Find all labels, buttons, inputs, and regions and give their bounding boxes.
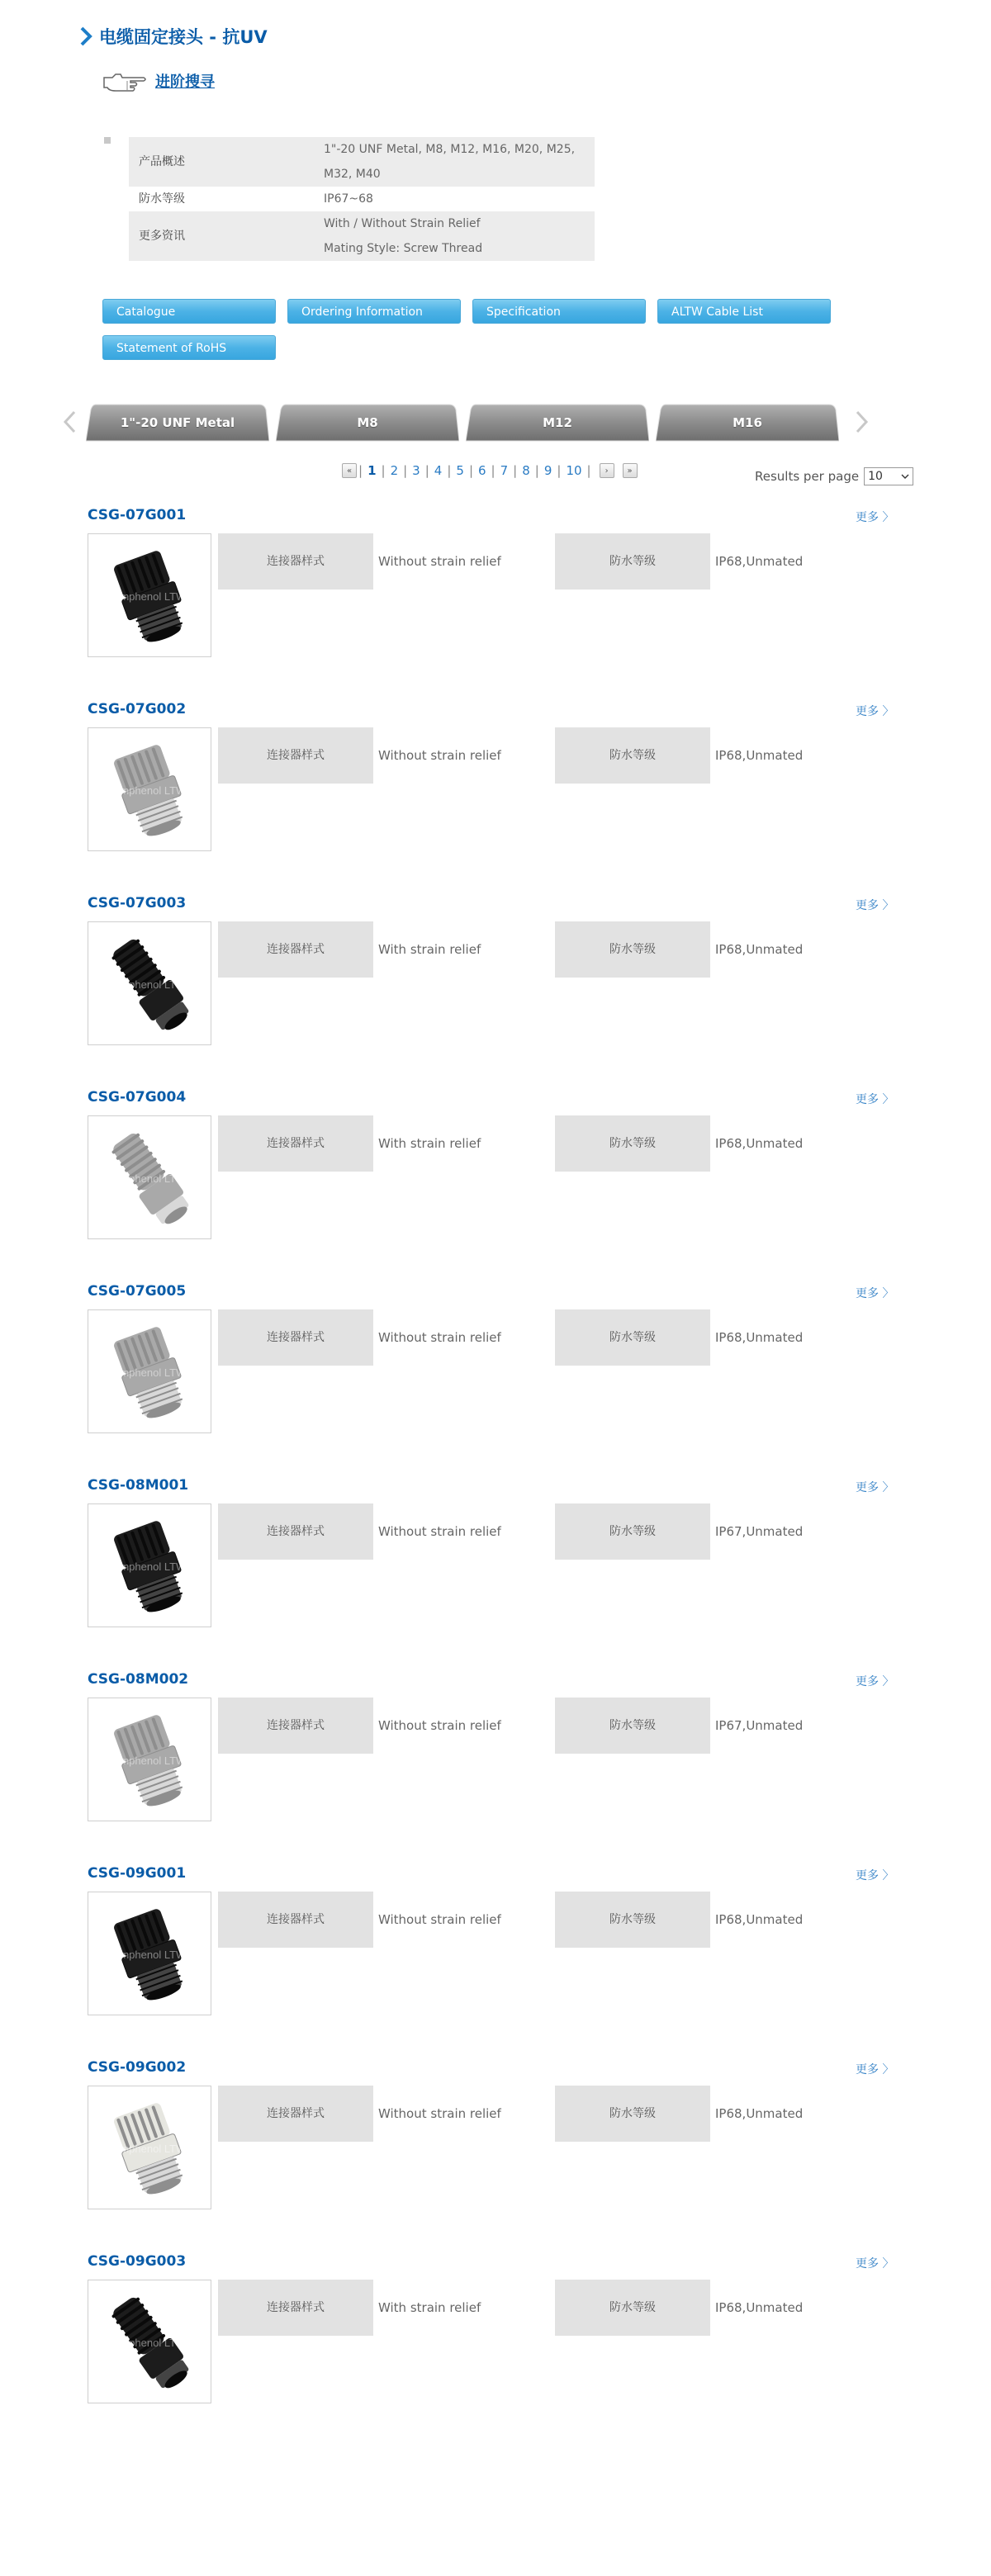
more-link[interactable]: 更多 〉 bbox=[856, 1093, 894, 1106]
product-code-link[interactable]: CSG-07G002 bbox=[88, 701, 187, 717]
product-image[interactable] bbox=[88, 1115, 211, 1239]
ip-rating-label: 防水等级 bbox=[555, 2280, 710, 2336]
overview-row-description bbox=[129, 137, 595, 187]
statement-of-rohs-button[interactable]: Statement of RoHS bbox=[102, 335, 276, 360]
connector-style-value: Without strain relief bbox=[378, 2106, 501, 2121]
product-card bbox=[88, 1283, 897, 1448]
more-link[interactable]: 更多 〉 bbox=[856, 1869, 894, 1882]
advanced-search[interactable] bbox=[102, 68, 215, 94]
connector-style-label: 连接器样式 bbox=[218, 1309, 373, 1366]
overview-key: 产品概述 bbox=[129, 137, 314, 187]
product-photo bbox=[88, 922, 211, 1044]
first-page-icon[interactable]: « bbox=[342, 463, 357, 478]
connector-style-value: Without strain relief bbox=[378, 554, 501, 569]
svg-text:Amphenol LTW: Amphenol LTW bbox=[112, 1172, 187, 1185]
svg-text:Amphenol LTW: Amphenol LTW bbox=[112, 590, 187, 603]
product-card bbox=[88, 701, 897, 866]
product-photo bbox=[88, 1698, 211, 1821]
product-card bbox=[88, 2253, 897, 2418]
connector-style-label: 连接器样式 bbox=[218, 2086, 373, 2142]
pagination-separator: | bbox=[534, 463, 539, 478]
ip-rating-value: IP68,Unmated bbox=[715, 748, 804, 763]
connector-style-label: 连接器样式 bbox=[218, 921, 373, 978]
pagination-separator: | bbox=[557, 463, 562, 478]
overview-value-line: 1"-20 UNF Metal, M8, M12, M16, M20, M25, bbox=[324, 143, 576, 156]
product-card bbox=[88, 1865, 897, 2030]
ip-rating-label: 防水等级 bbox=[555, 1309, 710, 1366]
pointing-hand-icon bbox=[102, 68, 154, 94]
connector-style-value: Without strain relief bbox=[378, 1912, 501, 1927]
page-link-3[interactable]: 3 bbox=[412, 463, 420, 478]
last-page-icon[interactable]: » bbox=[623, 463, 638, 478]
product-image[interactable] bbox=[88, 921, 211, 1045]
product-card bbox=[88, 1089, 897, 1254]
page-link-6[interactable]: 6 bbox=[478, 463, 486, 478]
next-page-icon[interactable]: › bbox=[600, 463, 614, 478]
product-photo bbox=[88, 1116, 211, 1238]
ip-rating-value: IP68,Unmated bbox=[715, 2106, 804, 2121]
page-link-10[interactable]: 10 bbox=[566, 463, 582, 478]
connector-style-label: 连接器样式 bbox=[218, 727, 373, 784]
ip-rating-value: IP68,Unmated bbox=[715, 1330, 804, 1345]
product-photo bbox=[88, 1892, 211, 2015]
more-link[interactable]: 更多 〉 bbox=[856, 1675, 894, 1688]
catalogue-button[interactable]: Catalogue bbox=[102, 299, 276, 324]
svg-text:Amphenol LTW: Amphenol LTW bbox=[112, 1560, 187, 1573]
connector-style-value: Without strain relief bbox=[378, 1330, 501, 1345]
results-per-page-value: 10 bbox=[868, 470, 883, 483]
tab-m16[interactable] bbox=[656, 403, 839, 443]
svg-text:Amphenol LTW: Amphenol LTW bbox=[112, 784, 187, 797]
overview-key: 防水等级 bbox=[139, 192, 185, 206]
overview-value-line: Mating Style: Screw Thread bbox=[324, 242, 483, 255]
ip-rating-value: IP68,Unmated bbox=[715, 2300, 804, 2315]
chevron-right-icon bbox=[79, 26, 92, 46]
dropdown-arrow-icon bbox=[901, 473, 909, 480]
product-photo bbox=[88, 2086, 211, 2209]
svg-text:Amphenol LTW: Amphenol LTW bbox=[112, 1949, 187, 1961]
connector-style-value: Without strain relief bbox=[378, 1524, 501, 1539]
product-photo bbox=[88, 728, 211, 850]
product-code-link[interactable]: CSG-09G002 bbox=[88, 2059, 187, 2076]
ordering-information-button[interactable]: Ordering Information bbox=[287, 299, 461, 324]
connector-style-value: With strain relief bbox=[378, 1136, 481, 1151]
overview-row-more-info bbox=[129, 211, 595, 261]
tab-m8[interactable] bbox=[276, 403, 459, 443]
product-code-link[interactable]: CSG-09G003 bbox=[88, 2253, 187, 2270]
overview-value-line: IP67~68 bbox=[324, 192, 373, 206]
product-card bbox=[88, 1477, 897, 1642]
ip-rating-value: IP67,Unmated bbox=[715, 1524, 804, 1539]
more-link[interactable]: 更多 〉 bbox=[856, 705, 894, 718]
svg-text:Amphenol LTW: Amphenol LTW bbox=[112, 1366, 187, 1379]
ip-rating-value: IP67,Unmated bbox=[715, 1718, 804, 1733]
tab-label: M8 bbox=[357, 415, 378, 430]
page-link-9[interactable]: 9 bbox=[543, 463, 552, 478]
overview-value bbox=[314, 187, 595, 211]
more-link[interactable]: 更多 〉 bbox=[856, 2063, 894, 2076]
product-image[interactable] bbox=[88, 1309, 211, 1433]
tab-label: M16 bbox=[733, 415, 762, 430]
connector-style-label: 连接器样式 bbox=[218, 2280, 373, 2336]
product-code-link[interactable]: CSG-07G004 bbox=[88, 1089, 187, 1106]
product-code-link[interactable]: CSG-07G005 bbox=[88, 1283, 187, 1300]
chevron-left-icon[interactable] bbox=[61, 410, 79, 434]
product-photo bbox=[88, 2280, 211, 2403]
product-card bbox=[88, 2059, 897, 2224]
connector-style-value: Without strain relief bbox=[378, 748, 501, 763]
overview-value bbox=[314, 211, 595, 261]
connector-style-label: 连接器样式 bbox=[218, 1503, 373, 1560]
page-link-7[interactable]: 7 bbox=[500, 463, 509, 478]
page-header bbox=[79, 21, 268, 51]
product-image[interactable] bbox=[88, 1503, 211, 1627]
advanced-search-link[interactable]: 进阶搜寻 bbox=[155, 73, 215, 91]
ip-rating-label: 防水等级 bbox=[555, 2086, 710, 2142]
ip-rating-value: IP68,Unmated bbox=[715, 554, 804, 569]
more-link[interactable]: 更多 〉 bbox=[856, 511, 894, 524]
ip-rating-label: 防水等级 bbox=[555, 1892, 710, 1948]
page-link-2[interactable]: 2 bbox=[390, 463, 399, 478]
overview-value-line: M32, M40 bbox=[324, 168, 381, 181]
page-link-1[interactable]: 1 bbox=[367, 463, 377, 478]
series-tabbar bbox=[58, 400, 867, 446]
connector-style-value: With strain relief bbox=[378, 942, 481, 957]
ip-rating-label: 防水等级 bbox=[555, 1503, 710, 1560]
product-code-link[interactable]: CSG-07G003 bbox=[88, 895, 187, 912]
tab-label: M12 bbox=[543, 415, 572, 430]
product-image[interactable] bbox=[88, 1892, 211, 2015]
overview-value-line: With / Without Strain Relief bbox=[324, 217, 481, 230]
page-link-5[interactable]: 5 bbox=[456, 463, 464, 478]
more-link[interactable]: 更多 〉 bbox=[856, 899, 894, 912]
more-link[interactable]: 更多 〉 bbox=[856, 1287, 894, 1300]
overview-row-ip-rating bbox=[129, 187, 595, 211]
product-code-link[interactable]: CSG-08M002 bbox=[88, 1671, 189, 1688]
svg-text:Amphenol LTW: Amphenol LTW bbox=[112, 2337, 187, 2349]
specification-button[interactable]: Specification bbox=[472, 299, 646, 324]
page-link-8[interactable]: 8 bbox=[522, 463, 530, 478]
pagination-separator: | bbox=[424, 463, 429, 478]
page-title: 电缆固定接头 - 抗UV bbox=[99, 27, 268, 47]
svg-text:Amphenol LTW: Amphenol LTW bbox=[112, 978, 187, 991]
product-photo bbox=[88, 1504, 211, 1627]
pagination-separator: | bbox=[468, 463, 473, 478]
product-photo bbox=[88, 1310, 211, 1432]
results-per-page-select[interactable] bbox=[864, 467, 913, 485]
ip-rating-label: 防水等级 bbox=[555, 1115, 710, 1172]
connector-style-label: 连接器样式 bbox=[218, 1698, 373, 1754]
bullet-marker bbox=[104, 137, 111, 144]
ip-rating-label: 防水等级 bbox=[555, 727, 710, 784]
ip-rating-label: 防水等级 bbox=[555, 1698, 710, 1754]
product-code-link[interactable]: CSG-07G001 bbox=[88, 507, 187, 523]
connector-style-label: 连接器样式 bbox=[218, 1892, 373, 1948]
pagination-separator: | bbox=[403, 463, 408, 478]
connector-style-value: Without strain relief bbox=[378, 1718, 501, 1733]
more-link[interactable]: 更多 〉 bbox=[856, 2257, 894, 2271]
tab-m12[interactable] bbox=[466, 403, 649, 443]
overview-value bbox=[314, 137, 595, 187]
product-image[interactable] bbox=[88, 2280, 211, 2403]
results-per-page-label: Results per page bbox=[755, 469, 860, 484]
product-photo bbox=[88, 534, 211, 656]
product-code-link[interactable]: CSG-09G001 bbox=[88, 1865, 187, 1882]
pagination-separator: | bbox=[381, 463, 386, 478]
ip-rating-value: IP68,Unmated bbox=[715, 1912, 804, 1927]
ip-rating-label: 防水等级 bbox=[555, 921, 710, 978]
svg-text:Amphenol LTW: Amphenol LTW bbox=[112, 1754, 187, 1767]
pagination-separator: | bbox=[513, 463, 518, 478]
tab-label: 1"-20 UNF Metal bbox=[120, 415, 235, 430]
product-card bbox=[88, 507, 897, 672]
pagination bbox=[342, 461, 638, 481]
product-card bbox=[88, 1671, 897, 1836]
connector-style-value: With strain relief bbox=[378, 2300, 481, 2315]
ip-rating-value: IP68,Unmated bbox=[715, 942, 804, 957]
product-image[interactable] bbox=[88, 727, 211, 851]
overview-table bbox=[129, 137, 595, 261]
altw-cable-list-button[interactable]: ALTW Cable List bbox=[657, 299, 831, 324]
connector-style-label: 连接器样式 bbox=[218, 1115, 373, 1172]
svg-text:Amphenol LTW: Amphenol LTW bbox=[112, 2143, 187, 2155]
product-image[interactable] bbox=[88, 2086, 211, 2209]
chevron-right-icon[interactable] bbox=[852, 410, 870, 434]
product-card bbox=[88, 895, 897, 1060]
product-code-link[interactable]: CSG-08M001 bbox=[88, 1477, 189, 1494]
ip-rating-label: 防水等级 bbox=[555, 533, 710, 590]
product-image[interactable] bbox=[88, 1698, 211, 1821]
page-link-4[interactable]: 4 bbox=[434, 463, 443, 478]
page-numbers bbox=[364, 463, 593, 478]
pagination-separator: | bbox=[586, 463, 591, 478]
pagination-separator: | bbox=[447, 463, 452, 478]
results-per-page bbox=[755, 467, 913, 485]
product-image[interactable] bbox=[88, 533, 211, 657]
tab-1-20-unf-metal[interactable] bbox=[86, 403, 269, 443]
more-link[interactable]: 更多 〉 bbox=[856, 1481, 894, 1494]
pagination-separator: | bbox=[491, 463, 496, 478]
pagination-separator: | bbox=[358, 463, 363, 478]
overview-key: 更多资讯 bbox=[129, 211, 314, 261]
ip-rating-value: IP68,Unmated bbox=[715, 1136, 804, 1151]
connector-style-label: 连接器样式 bbox=[218, 533, 373, 590]
